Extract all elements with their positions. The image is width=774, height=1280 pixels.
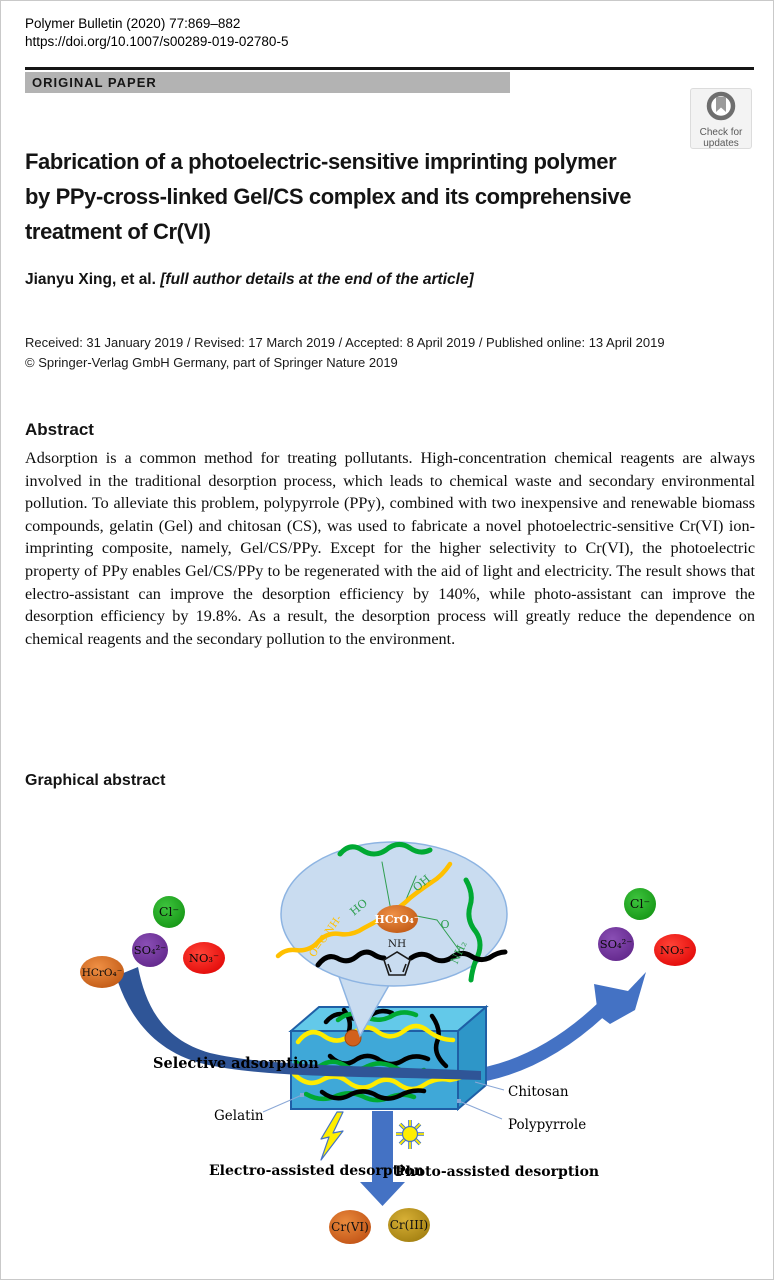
lightning-icon (321, 1112, 343, 1160)
section-banner (25, 72, 510, 93)
abstract-heading: Abstract (25, 420, 94, 439)
header-rule (25, 67, 754, 70)
bubble-nh2-label: NH₂ (447, 939, 470, 966)
bubble-ho-label: HO (347, 896, 371, 919)
bubble-nh-label: NH (387, 938, 407, 950)
polypyrrole-label: Polypyrrole (508, 1117, 587, 1133)
chitosan-label: Chitosan (508, 1084, 569, 1100)
selective-adsorption-label: Selective adsorption (153, 1055, 319, 1072)
gelatin-label: Gelatin (214, 1108, 264, 1124)
svg-text:Cl⁻: Cl⁻ (629, 896, 651, 911)
bubble-oh-label: OH (410, 872, 434, 895)
svg-text:SO₄²⁻: SO₄²⁻ (133, 943, 167, 957)
author-names: Jianyu Xing, et al. (25, 271, 156, 288)
graphical-abstract-figure (38, 824, 738, 1280)
svg-text:Cl⁻: Cl⁻ (158, 904, 180, 919)
photo-desorption-label: Photo-assisted desorption (395, 1164, 600, 1180)
left-ion-cluster (80, 896, 225, 988)
journal-header (25, 15, 288, 51)
article-history (25, 333, 755, 372)
section-label: ORIGINAL PAPER (32, 75, 157, 90)
sun-icon (396, 1120, 424, 1149)
copyright-line: © Springer-Verlag GmbH Germany, part of Springer Nature 2019 (25, 354, 398, 370)
svg-text:HCrO₄⁻: HCrO₄⁻ (81, 967, 123, 979)
check-updates-icon (692, 89, 750, 121)
svg-text:Cr(VI): Cr(VI) (331, 1220, 369, 1234)
svg-text:NO₃⁻: NO₃⁻ (659, 943, 691, 957)
bubble-hcro4-label: HCrO₄⁻ (374, 913, 420, 926)
abstract-body: Adsorption is a common method for treating pollutants. High-concentration chemical reagents are always involved in the traditional desorption process, which leads to chemical waste and secondary environmental pollution. To alleviate this problem, polypyrrole (PPy), combined with two inexpensive and renewable biomass compounds, gelatin (Gel) and chitosan (CS), was used to fabricate a novel photoelectric-sensitive Cr(VI) ion-imprinting composite, namely, Gel/CS/PPy. Except for the higher selectivity to Cr(VI), the photoelectric property of PPy enables Gel/CS/PPy to be regenerated with the aid of light and electricity. The result shows that electro-assistant can improve the desorption efficiency by 140%, while photo-assistant can improve the desorption efficiency by 19.8%. As a result, the desorption process will greatly reduce the dependence on chemical reagents and the secondary pollution to the environment. (25, 449, 755, 648)
bubble-amide-label: O=C-NH- (307, 913, 345, 960)
desorption-arrow (468, 972, 646, 1077)
down-arrow (360, 1111, 405, 1206)
check-updates-badge[interactable] (690, 88, 752, 149)
author-note: [full author details at the end of the article] (160, 271, 474, 288)
journal-citation: Polymer Bulletin (2020) 77:869–882 (25, 16, 241, 31)
polymer-box (291, 1007, 486, 1109)
graphical-abstract-heading: Graphical abstract (25, 772, 166, 789)
svg-text:Cr(III): Cr(III) (389, 1218, 429, 1232)
doi-link[interactable]: https://doi.org/10.1007/s00289-019-02780-5 (25, 34, 289, 49)
electro-desorption-label: Electro-assisted desorption (209, 1163, 424, 1179)
bubble-o-label: O (440, 918, 450, 931)
author-line (25, 271, 745, 289)
svg-text:SO₄²⁻: SO₄²⁻ (599, 937, 633, 951)
product-ions (329, 1208, 430, 1244)
article-title: Fabrication of a photoelectric-sensitive imprinting polymer by PPy-cross-linked Gel/CS complex and its comprehensive treatment of Cr(VI) (25, 149, 632, 244)
svg-text:NO₃⁻: NO₃⁻ (188, 951, 220, 965)
dates-line: Received: 31 January 2019 / Revised: 17 March 2019 / Accepted: 8 April 2019 / Published online: 13 April 2019 (25, 335, 665, 350)
check-updates-text: Check for updates (699, 127, 743, 149)
right-ion-cluster (598, 888, 696, 966)
